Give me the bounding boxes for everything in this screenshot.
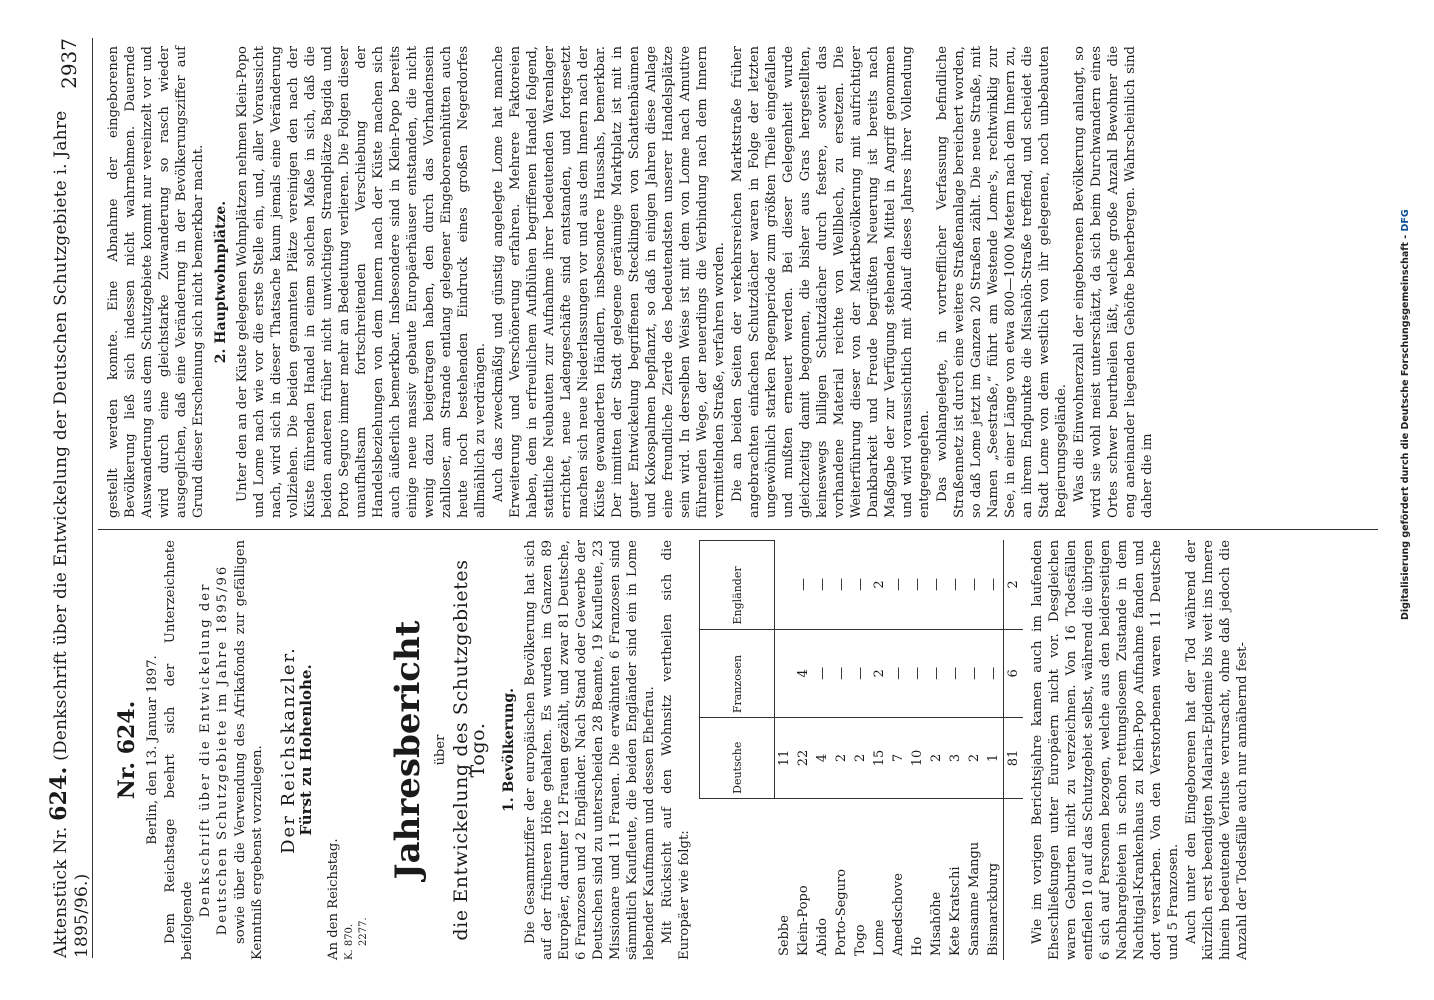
table-cell-english: — (946, 541, 965, 630)
table-cell-english: — (794, 541, 813, 630)
table-row (832, 541, 851, 961)
table-cell-germans: 22 (794, 718, 813, 799)
table-cell-english: — (984, 541, 1004, 630)
table-cell-place: Amedschove (891, 873, 906, 956)
table-row (775, 541, 795, 961)
header-french: Franzosen (700, 629, 775, 718)
table-cell-french: — (813, 629, 832, 718)
table-cell-french: — (908, 629, 927, 718)
reference-1: K. 870. (344, 923, 355, 960)
table-cell-french: — (965, 629, 984, 718)
table-cell-place: Sebbe (776, 915, 792, 956)
cover-paragraph-1: Dem Reichstage beehrt sich der Unterzeichnete beifolgende (163, 540, 195, 960)
table-cell-french: — (851, 629, 870, 718)
report-title: Jahresbericht (388, 620, 428, 880)
table-body (775, 541, 1024, 961)
addressee: An den Reichstag. (326, 838, 341, 960)
table-header-row (700, 541, 775, 961)
table-cell-french (775, 629, 795, 718)
left-column (105, 540, 1252, 960)
table-total-germans: 81 (1004, 718, 1024, 799)
reference-2: 2277. (358, 917, 369, 946)
residence-table (699, 540, 1023, 960)
header-title (46, 89, 92, 958)
right-paragraph-2: Unter den an der Küste gelegenen Wohnplätzen nehmen Klein-Popo und Lome nach wie vor die erste Stelle ein, und, aller Voraussicht nach, wird sich in dieser Thatsache kaum jemals eine Veränderung vollziehen. Die beiden genannten Plätze vereinigen den nach der Küste führenden Handel in einem solchen Maße in sich, daß die beiden anderen früher nicht unwichtigen Strandplätze Bagida und Porto Seguro immer mehr an Bedeutung verlieren. Die Folgen dieser unaufhaltsam fortschreitenden Verschiebung der Handelsbeziehungen von dem Innern nach der Küste machen sich auch äußerlich bemerkbar. Insbesondere sind in Klein-Popo bereits einige neue massiv gebaute Europäerhäuser entstanden, die nicht wenig dazu beigetragen haben, den durch das Vorhandensein zahlloser, am Strande entlang gelegener Eingeborenenhütten auch heute noch bestehenden Eindruck eines großen Negerdorfes allmählich zu verdrängen. (235, 46, 488, 518)
table-cell-english: — (965, 541, 984, 630)
table-cell-english: — (908, 541, 927, 630)
signature-title: Der Reichskanzler. (278, 646, 299, 854)
table-cell-place: Porto-Seguro (834, 868, 849, 956)
table-cell-germans: 2 (851, 718, 870, 799)
table-cell-germans: 15 (870, 718, 889, 799)
table-cell-germans: 10 (908, 718, 927, 799)
table-cell-french: — (984, 629, 1004, 718)
table-total-english: 2 (1004, 541, 1024, 630)
table-cell-english (775, 541, 795, 630)
signature-name: Fürst zu Hohenlohe. (297, 664, 315, 836)
table-row (984, 541, 1004, 961)
report-subtitle: die Entwickelung des Schutzgebietes Togo. (450, 559, 489, 941)
table-row (965, 541, 984, 961)
date-line: Berlin, den 13. Januar 1897. (145, 655, 160, 845)
table-cell-place: Sansanne Mangu (967, 841, 982, 956)
table-cell-germans: 2 (832, 718, 851, 799)
dfg-logo: DFG (1400, 209, 1411, 232)
table-cell-french: — (927, 629, 946, 718)
table-row (794, 541, 813, 961)
header-germans: Deutsche (700, 718, 775, 799)
table-total-label (1004, 798, 1024, 960)
table-cell-french: — (946, 629, 965, 718)
births-paragraph-2: Auch unter den Eingeborenen hat der Tod während der kürzlich erst beendigten Malaria-Epidemie bis weit ins Innere hinein bedeutende Verluste verursacht, ohne daß jedoch die Anzahl der Todesfälle auch nur annähernd fest- (1184, 540, 1250, 960)
table-cell-germans: 2 (927, 718, 946, 799)
table-cell-french: 2 (870, 629, 889, 718)
right-paragraph-3: Auch das zweckmäßig und günstig angelegte Lome hat manche Erweiterung und Verschönerung erfahren. Mehrere Faktoreien haben, dem in erfreulichem Aufblühen begriffenen Handel folgend, stattliche Neubauten zur Aufnahme ihrer bedeutenden Warenlager errichtet, neue Ladengeschäfte sind entstanden, und fortgesetzt machen sich neue Niederlassungen vor und aus dem Innern nach der Küste gewanderten Händlern, insbesondere Haussahs, bemerkbar. Der inmitten der Stadt gelegene geräumige Marktplatz ist mit in guter Entwickelung begriffenen Stecklingen von Schattenbäumen und Kokospalmen bepflanzt, so daß in einigen Jahren diese Anlage eine freundliche Zierde des bedeutendsten unserer Handelsplätze sein wird. In derselben Weise ist mit dem von Lome nach Amutive führenden Wege, der neuerdings die Verbindung nach dem Innern vermittelnden Straße, verfahren worden. (491, 46, 727, 518)
header-number: 624. (46, 766, 72, 821)
table-cell-germans: 7 (889, 718, 908, 799)
table-row (908, 541, 927, 961)
table-cell-place: Lome (872, 919, 887, 956)
table-cell-english: 2 (870, 541, 889, 630)
table-cell-english: — (927, 541, 946, 630)
dfg-note: Digitalisierung gefördert durch die Deutsche Forschungsgemeinschaft - (1400, 234, 1411, 620)
right-paragraph-5: Das wohlangelegte, in vortrefflicher Verfassung befindliche Straßennetz ist durch eine weitere Straßenanlage bereichert worden, so daß Lome jetzt im Ganzen 20 Straßen zählt. Die neue Straße, mit Namen „Seestraße,“ führt am Westende Lome's, rechtwinklig zur See, in einer Länge von etwa 800—1000 Metern nach dem Innern zu, an ihrem Endpunkte die Misahöh-Straße treffend, und scheidet die Stadt Lome von dem westlich von ihr gelegenen, noch unbebauten Regierungsgelände. (935, 46, 1069, 518)
right-paragraph-1: gestellt werden konnte. Eine Abnahme der eingeborenen Bevölkerung ließ sich indessen nicht wahrnehmen. Dauernde Auswanderung aus dem Schutzgebiete kommt nur vereinzelt vor und wird durch eine gleichstarke Zuwanderung so rasch wieder ausgeglichen, daß eine Veränderung in der Bevölkerungsziffer auf Grund dieser Erscheinung sich nicht bemerkbar macht. (106, 46, 206, 518)
table-cell-place: Kete Kratschi (948, 866, 963, 956)
table-cell-english: — (889, 541, 908, 630)
header-prefix: Aktenstück Nr. (51, 826, 71, 958)
table-cell-english: — (832, 541, 851, 630)
right-paragraph-6: Was die Einwohnerzahl der eingeborenen Bevölkerung anlangt, so wird sie wohl meist unterschätzt, da sich beim Durchwandern eines Ortes schwer beurtheilen läßt, welche große Anzahl Bewohner die eng aneinander liegenden Gehöfte beherbergen. Wahrscheinlich sind daher die im (1072, 46, 1155, 518)
right-paragraph-4: Die an beiden Seiten der verkehrsreichen Marktstraße früher angebrachten einfachen Schutzdächer waren in Folge der letzten ungewöhnlich starken Regenperiode zum größten Theile eingefallen und mußten erneuert werden. Bei dieser Gelegenheit wurde gleichzeitig damit begonnen, die bisher aus Gras hergestellten, keineswegs billigen Schutzdächer durch festere, soweit das vorhandene Material reichte von Wellblech, zu ersetzen. Die Weiterführung dieser von der Marktbevölkerung mit aufrichtiger Dankbarkeit und Freude begrüßten Neuerung ist bereits nach Maßgabe der zur Verfügung stehenden Mittel in Angriff genommen und wird voraussichtlich mit Ablauf dieses Jahres ihrer Vollendung entgegengehen. (730, 46, 932, 518)
population-paragraph-2: Mit Rücksicht auf den Wohnsitz vertheilen sich die Europäer wie folgt: (660, 540, 692, 960)
table-total-french: 6 (1004, 629, 1024, 718)
page-header (46, 38, 93, 958)
table-cell-place: Togo (853, 924, 868, 956)
table-row (927, 541, 946, 961)
table-row (946, 541, 965, 961)
cover-paragraph-3: sowie über die Verwendung des Afrikafonds zur gefälligen Kenntniß ergebenst vorzulegen. (233, 540, 265, 960)
table-cell-french: 4 (794, 629, 813, 718)
table-cell-germans: 3 (946, 718, 965, 799)
table-cell-germans: 4 (813, 718, 832, 799)
births-paragraph: Wie im vorigen Berichtsjahre kamen auch im laufenden Eheschließungen unter Europäern nicht vor. Desgleichen waren Geburten nicht zu verzeichnen. Von 16 Todesfällen entfielen 10 auf das Schutzgebiet selbst, während die übrigen 6 sich auf Personen bezogen, welche aus den beiderseitigen Nachbargebieten in schon rettungslosem Zustande in dem Nachtigal-Krankenhaus zu Klein-Popo Aufnahme fanden und dort verstarben. Von den Verstorbenen waren 11 Deutsche und 5 Franzosen. (1030, 540, 1181, 960)
table-cell-place: Misahöhe (929, 891, 944, 956)
dfg-footer (1400, 209, 1411, 620)
table-cell-germans: 11 (775, 718, 795, 799)
table-cell-place: Bismarckburg (986, 862, 1001, 956)
table-cell-french: — (832, 629, 851, 718)
report-title-connector: über (433, 734, 448, 766)
cover-paragraph-2: Denkschrift über die Entwickelung der Deutschen Schutzgebiete im Jahre 1895/96 (198, 564, 230, 936)
table-cell-english: — (813, 541, 832, 630)
header-english: Engländer (700, 541, 775, 630)
section-heading-places: 2. Hauptwohnplätze. (213, 200, 229, 364)
column-divider (98, 529, 1378, 530)
table-cell-place: Klein-Popo (796, 885, 811, 956)
right-column (105, 46, 1157, 518)
table-total-row (1004, 541, 1024, 961)
population-paragraph: Die Gesammtziffer der europäischen Bevölkerung hat sich auf der früheren Höhe gehalten. Es wurden im Ganzen 89 Europäer, darunter 12 Frauen gezählt, und zwar 81 Deutsche, 6 Franzosen und 2 Engländer. Nach Stand oder Gewerbe der Deutschen sind zu unterscheiden 28 Beamte, 19 Kaufleute, 23 Missionare und 11 Frauen. Die erwähnten 6 Franzosen sind sämmtlich Kaufleute, die beiden Engländer sind ein in Lome lebender Kaufmann und dessen Ehefrau. (523, 540, 657, 960)
table-cell-french: — (889, 629, 908, 718)
table-cell-place: Ho (910, 936, 925, 956)
table-cell-germans: 1 (984, 718, 1004, 799)
place-header (700, 798, 775, 960)
table-row (889, 541, 908, 961)
table-cell-english: — (851, 541, 870, 630)
section-heading-population: 1. Bevölkerung. (501, 687, 517, 813)
header-text: (Denkschrift über die Entwickelung der Deutschen Schutzgebiete i. Jahre 1895/96.) (51, 110, 92, 958)
document-number: Nr. 624. (114, 700, 140, 800)
table-cell-place: Abido (815, 917, 830, 956)
page-number: 2937 (57, 38, 81, 89)
table-cell-germans: 2 (965, 718, 984, 799)
table-row (870, 541, 889, 961)
table-row (813, 541, 832, 961)
table-row (851, 541, 870, 961)
